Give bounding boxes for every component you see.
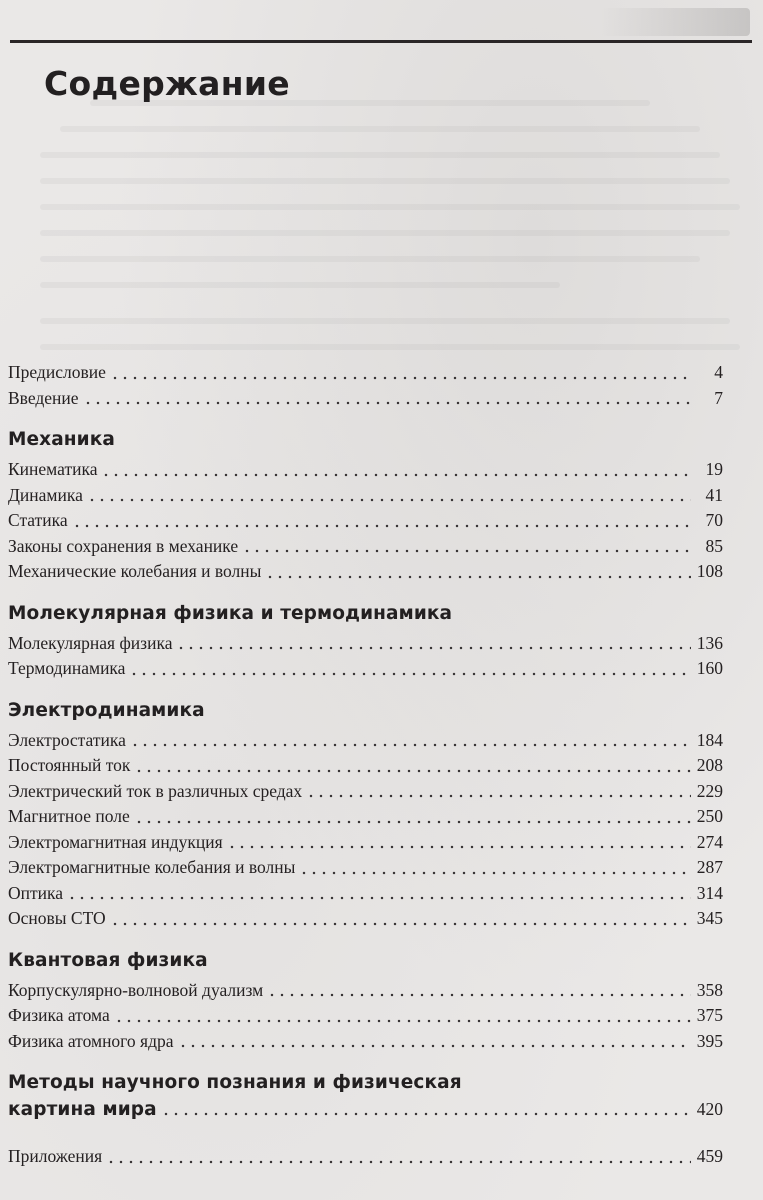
- toc-entry[interactable]: [8, 1029, 723, 1055]
- toc-entry-page: 358: [696, 979, 723, 1000]
- toc-entry-label: Электрический ток в различных средах: [8, 780, 303, 801]
- toc-entry-page: 184: [696, 729, 723, 750]
- dot-leader: [130, 742, 691, 748]
- toc-entry[interactable]: [8, 830, 723, 856]
- top-rule: [10, 40, 752, 43]
- dot-leader: [242, 548, 691, 554]
- toc-entry-methods[interactable]: [8, 1096, 723, 1122]
- toc-entry-page: 314: [696, 882, 723, 903]
- toc-entry[interactable]: [8, 881, 723, 907]
- toc-entry[interactable]: [8, 656, 723, 682]
- toc-entry[interactable]: [8, 508, 723, 534]
- toc-entry-label: Корпускулярно-волновой дуализм: [8, 979, 264, 1000]
- dot-leader: [161, 1111, 691, 1117]
- toc-entry-label: Физика атомного ядра: [8, 1030, 174, 1051]
- table-of-contents: [8, 360, 723, 1170]
- toc-entry[interactable]: [8, 804, 723, 830]
- toc-entry-preface[interactable]: [8, 360, 723, 386]
- dot-leader: [101, 472, 691, 478]
- toc-entry-label: Электромагнитные колебания и волны: [8, 857, 296, 877]
- toc-entry-page: 160: [696, 658, 723, 678]
- section-title-methods: Методы научного познания и физическая: [8, 1072, 462, 1093]
- toc-entry[interactable]: [8, 483, 723, 509]
- toc-entry-page: 420: [696, 1099, 723, 1119]
- toc-entry[interactable]: [8, 631, 723, 657]
- page-title: Содержание: [44, 64, 290, 103]
- dot-leader: [176, 645, 690, 651]
- toc-entry-appendix[interactable]: [8, 1144, 723, 1170]
- toc-entry-label: Оптика: [8, 882, 64, 903]
- dot-leader: [106, 1159, 691, 1165]
- toc-entry-page: 70: [705, 510, 723, 530]
- toc-entry[interactable]: [8, 779, 723, 805]
- toc-entry-label: Статика: [8, 510, 68, 530]
- toc-entry-label: Динамика: [8, 484, 83, 505]
- dot-leader: [227, 844, 691, 850]
- dot-leader: [299, 870, 690, 876]
- toc-entry[interactable]: [8, 559, 723, 585]
- toc-entry-page: 7: [714, 387, 723, 408]
- dot-leader: [265, 574, 690, 580]
- dot-leader: [83, 400, 691, 406]
- toc-entry-label: Постоянный ток: [8, 755, 131, 775]
- section-title-methods-continued: картина мира: [8, 1099, 157, 1120]
- dot-leader: [129, 671, 690, 677]
- toc-entry-introduction[interactable]: [8, 386, 723, 412]
- toc-entry[interactable]: [8, 855, 723, 881]
- toc-entry[interactable]: [8, 728, 723, 754]
- toc-entry-page: 85: [705, 535, 723, 556]
- section-title-mechanics: Механика: [8, 429, 115, 450]
- toc-entry-label: Введение: [8, 387, 79, 408]
- toc-entry-label: Законы сохранения в механике: [8, 535, 239, 556]
- toc-entry-page: 136: [696, 632, 723, 653]
- toc-entry-page: 41: [705, 484, 723, 505]
- toc-entry-label: Физика атома: [8, 1005, 110, 1025]
- toc-entry-label: Молекулярная физика: [8, 632, 173, 653]
- toc-entry-label: Электростатика: [8, 729, 126, 750]
- toc-entry-page: 459: [696, 1146, 723, 1166]
- toc-entry-label: Основы СТО: [8, 908, 106, 928]
- toc-entry-page: 375: [696, 1005, 723, 1025]
- toc-entry-label: Кинематика: [8, 459, 98, 479]
- section-title-molecular-physics: Молекулярная физика и термодинамика: [8, 602, 453, 624]
- toc-entry-label: Приложения: [8, 1146, 103, 1166]
- dot-leader: [134, 768, 690, 774]
- show-through-heading: [600, 8, 750, 36]
- dot-leader: [114, 1018, 691, 1024]
- toc-entry-label: Термодинамика: [8, 658, 126, 678]
- dot-leader: [134, 819, 691, 825]
- toc-entry-page: 274: [696, 831, 723, 852]
- dot-leader: [110, 375, 691, 381]
- toc-entry-page: 345: [696, 908, 723, 928]
- toc-entry-page: 208: [696, 755, 723, 775]
- toc-entry-page: 395: [696, 1030, 723, 1051]
- dot-leader: [178, 1043, 691, 1049]
- toc-entry-label: Электромагнитная индукция: [8, 831, 223, 852]
- section-title-quantum-physics: Квантовая физика: [8, 949, 208, 971]
- toc-entry[interactable]: [8, 906, 723, 932]
- toc-entry-label: Магнитное поле: [8, 806, 130, 826]
- toc-entry-label: Предисловие: [8, 362, 106, 382]
- dot-leader: [87, 497, 691, 503]
- toc-entry[interactable]: [8, 457, 723, 483]
- toc-entry-page: 4: [714, 362, 723, 382]
- dot-leader: [267, 992, 691, 998]
- dot-leader: [110, 921, 691, 927]
- toc-entry[interactable]: [8, 753, 723, 779]
- toc-entry-page: 108: [696, 561, 723, 581]
- toc-entry-page: 250: [696, 806, 723, 826]
- section-title-electrodynamics: Электродинамика: [8, 699, 205, 721]
- dot-leader: [67, 895, 691, 901]
- toc-entry[interactable]: [8, 1003, 723, 1029]
- dot-leader: [306, 793, 691, 799]
- toc-entry-page: 19: [705, 459, 723, 479]
- toc-entry[interactable]: [8, 978, 723, 1004]
- toc-entry-label: Механические колебания и волны: [8, 561, 262, 581]
- toc-entry-page: 287: [696, 857, 723, 877]
- toc-entry[interactable]: [8, 534, 723, 560]
- toc-entry-page: 229: [696, 780, 723, 801]
- dot-leader: [72, 523, 691, 529]
